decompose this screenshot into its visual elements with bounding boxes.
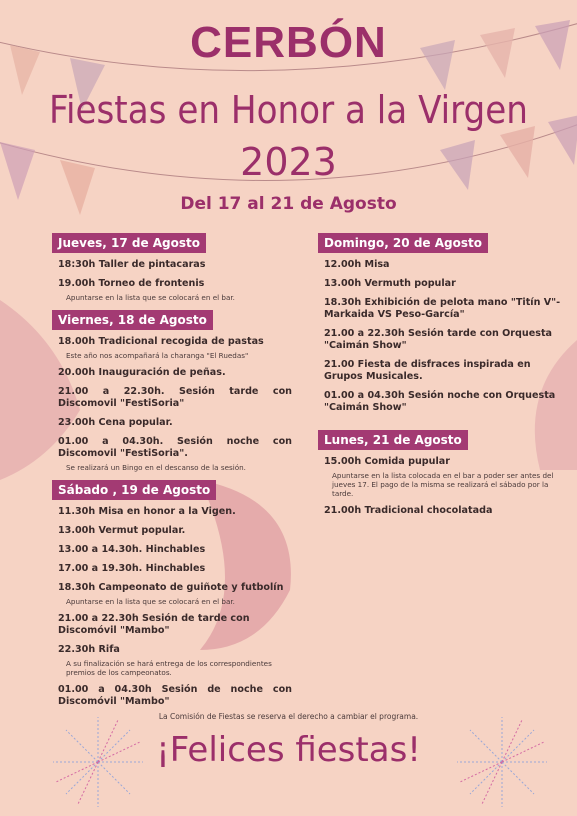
event-item: 22.30h Rifa [58,644,120,655]
town-title: CERBÓN [190,18,387,67]
event-note: A su finalización se hará entrega de los correspondientes premios de los campeonatos. [66,659,272,677]
festival-dates: Del 17 al 21 de Agosto [180,194,397,214]
event-item: 01.00 a 04.30h Sesión de noche con Discomóvil "Mambo" [58,684,292,707]
festival-subtitle: Fiestas en Honor a la Virgen [49,88,528,132]
firework-icon-right [452,712,552,812]
program-disclaimer: La Comisión de Fiestas se reserva el derecho a cambiar el programa. [158,712,419,721]
day-header-monday: Lunes, 21 de Agosto [318,430,468,450]
event-item: 18:30h Taller de pintacaras [58,259,206,270]
day-header-sunday: Domingo, 20 de Agosto [318,233,488,253]
event-item: 01.00 a 04.30h Sesión noche con Orquesta "Caimán Show" [324,390,556,413]
event-item: 11.30h Misa en honor a la Vigen. [58,506,236,517]
event-item: 01.00 a 04.30h. Sesión noche con Discomovil "FestiSoria". [58,436,292,459]
event-item: 13.00 a 14.30h. Hinchables [58,544,206,555]
closing-greeting: ¡Felices fiestas! [156,730,421,770]
event-note: Se realizará un Bingo en el descanso de la sesión. [66,463,246,472]
firework-icon-left [48,712,148,812]
event-item: 12.00h Misa [324,259,390,270]
event-item: 18.30h Campeonato de guiñote y futbolín [58,582,284,593]
event-item: 23.00h Cena popular. [58,417,173,428]
event-item: 17.00 a 19.30h. Hinchables [58,563,206,574]
event-item: 21.00 a 22.30h Sesión tarde con Orquesta "Caimán Show" [324,328,553,351]
day-header-thursday: Jueves, 17 de Agosto [52,233,206,253]
festival-year: 2023 [240,140,337,184]
event-note: Apuntarse en la lista que se colocará en el bar. [66,597,235,606]
event-item: 21.00 a 22.30h Sesión de tarde con Discomóvil "Mambo" [58,613,250,636]
event-item: 20.00h Inauguración de peñas. [58,367,226,378]
event-note: Apuntarse en la lista colocada en el bar a poder ser antes del jueves 17. El pago de la misma se realizará el sábado por la tarde. [332,471,554,498]
event-item: 13.00h Vermuth popular [324,278,456,289]
event-item: 15.00h Comida pupular [324,456,451,467]
day-header-friday: Viernes, 18 de Agosto [52,310,213,330]
event-item: 18.00h Tradicional recogida de pastas [58,336,264,347]
event-item: 19.00h Torneo de frontenis [58,278,205,289]
event-item: 21.00 a 22.30h. Sesión tarde con Discomovil "FestiSoria" [58,386,292,409]
event-item: 21.00h Tradicional chocolatada [324,505,493,516]
day-header-saturday: Sábado , 19 de Agosto [52,480,216,500]
event-item: 13.00h Vermut popular. [58,525,186,536]
event-item: 21.00 Fiesta de disfraces inspirada en Grupos Musicales. [324,359,531,382]
event-note: Apuntarse en la lista que se colocará en el bar. [66,293,235,302]
schedule-right-column [318,232,570,524]
event-item: 18.30h Exhibición de pelota mano "Titín V"-Markaida VS Peso-García" [324,297,561,320]
event-note: Este año nos acompañará la charanga "El Ruedas" [66,351,249,360]
schedule-left-column [52,232,292,715]
